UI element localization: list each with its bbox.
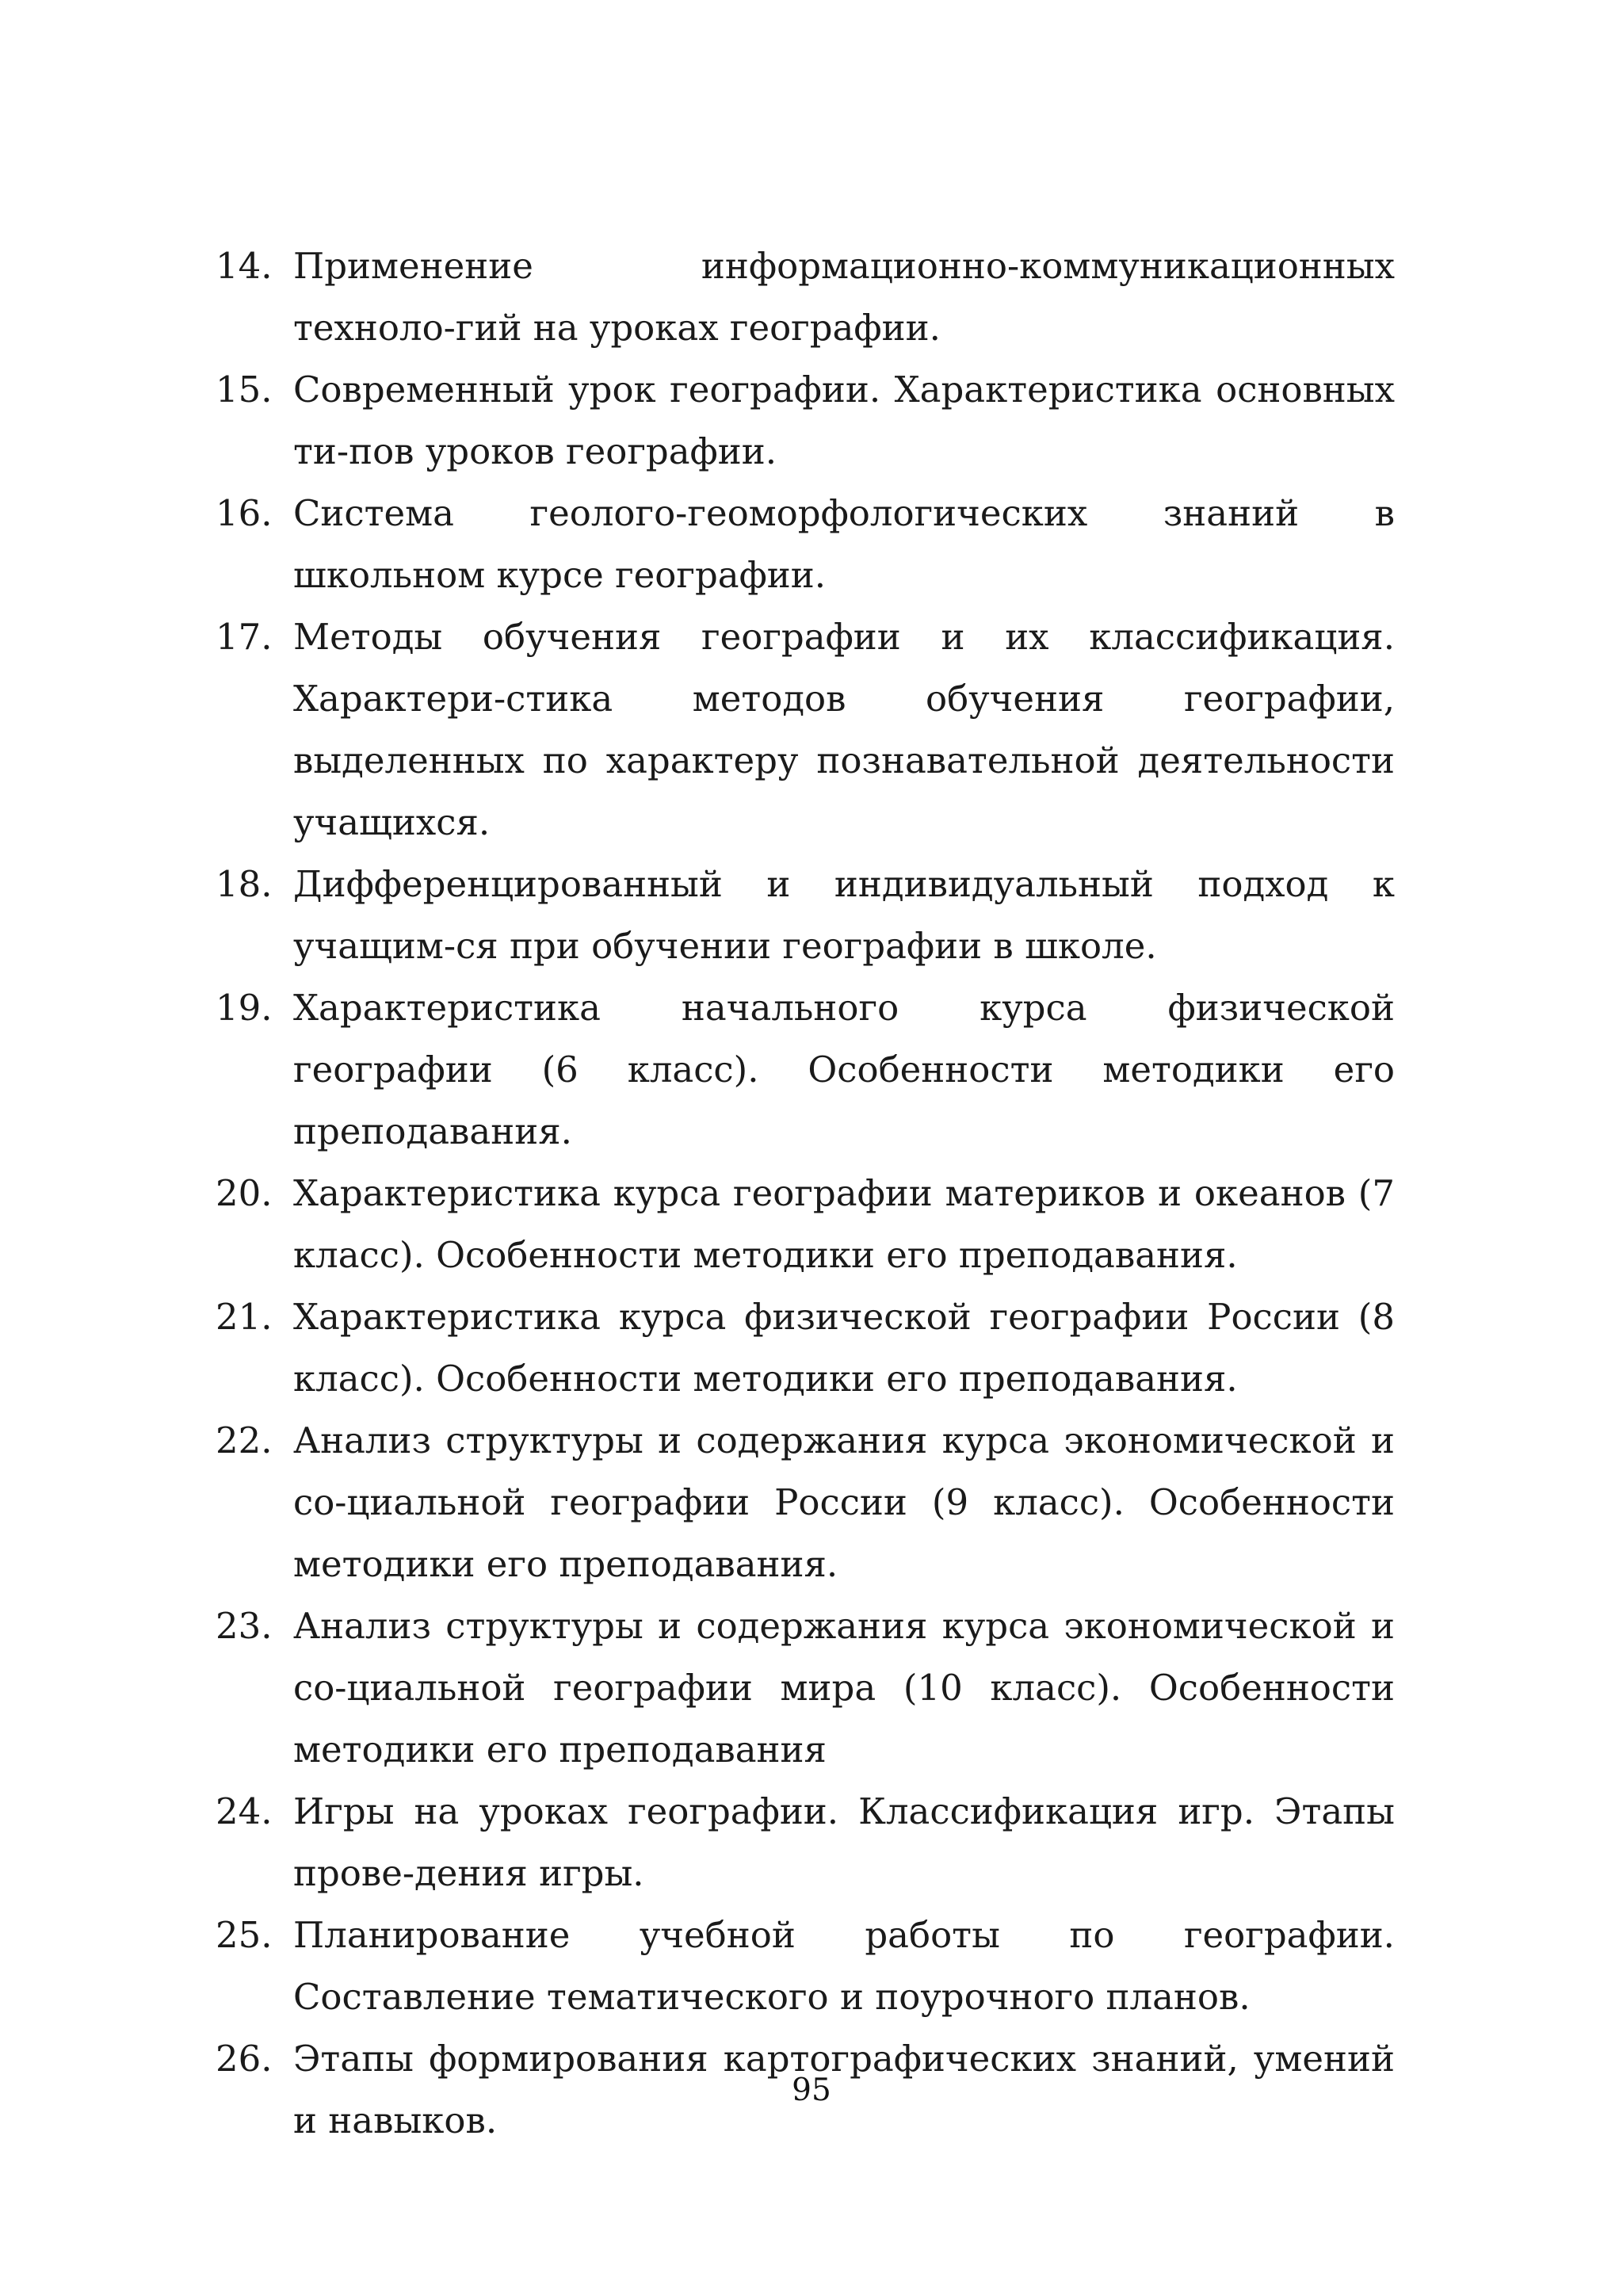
- list-item: [216, 1163, 1395, 1286]
- item-number: 24.: [216, 1790, 273, 1832]
- item-number: 19.: [216, 987, 273, 1029]
- item-number: 14.: [216, 245, 273, 287]
- item-text: Характеристика курса физической географии России (8 класс). Особенности методики его преподавания.: [293, 1296, 1395, 1400]
- list-item: [216, 1595, 1395, 1781]
- item-text: Характеристика курса географии материков и океанов (7 класс). Особенности методики его преподавания.: [293, 1172, 1395, 1276]
- item-text: Современный урок географии. Характеристика основных ти-пов уроков географии.: [293, 369, 1395, 472]
- item-text: Система геолого-геоморфологических знаний в школьном курсе географии.: [293, 492, 1395, 596]
- item-text: Анализ структуры и содержания курса экономической и со-циальной географии России (9 класс). Особенности методики его преподавания.: [293, 1419, 1395, 1585]
- item-text: Планирование учебной работы по географии. Составление тематического и поурочного планов.: [293, 1914, 1395, 2018]
- list-item: [216, 1781, 1395, 1904]
- item-number: 23.: [216, 1605, 273, 1647]
- item-text: Методы обучения географии и их классификация. Характери-стика методов обучения географии, выделенных по характеру познавательной деятельности учащихся.: [293, 616, 1395, 843]
- item-number: 25.: [216, 1914, 273, 1956]
- item-text: Дифференцированный и индивидуальный подход к учащим-ся при обучении географии в школе.: [293, 863, 1395, 967]
- item-text: Применение информационно-коммуникационных техноло-гий на уроках географии.: [293, 245, 1395, 349]
- list-item: [216, 235, 1395, 359]
- item-number: 26.: [216, 2038, 273, 2080]
- list-item: [216, 1904, 1395, 2028]
- item-number: 22.: [216, 1419, 273, 1461]
- list-item: [216, 977, 1395, 1163]
- list-item: [216, 606, 1395, 854]
- list-item: [216, 1286, 1395, 1410]
- item-text: Игры на уроках географии. Классификация игр. Этапы прове-дения игры.: [293, 1790, 1395, 1894]
- item-number: 17.: [216, 616, 273, 658]
- item-number: 18.: [216, 863, 273, 905]
- page-number: 95: [792, 2073, 831, 2108]
- item-number: 21.: [216, 1296, 273, 1338]
- list-item: [216, 483, 1395, 606]
- item-number: 15.: [216, 369, 273, 411]
- question-list: [216, 235, 1395, 2152]
- list-item: [216, 359, 1395, 483]
- list-item: [216, 1410, 1395, 1595]
- item-number: 20.: [216, 1172, 273, 1214]
- item-text: Характеристика начального курса физической географии (6 класс). Особенности методики его преподавания.: [293, 987, 1395, 1152]
- item-text: Этапы формирования картографических знаний, умений и навыков.: [293, 2038, 1395, 2141]
- item-number: 16.: [216, 492, 273, 534]
- item-text: Анализ структуры и содержания курса экономической и со-циальной географии мира (10 класс). Особенности методики его преподавания: [293, 1605, 1395, 1771]
- list-item: [216, 854, 1395, 977]
